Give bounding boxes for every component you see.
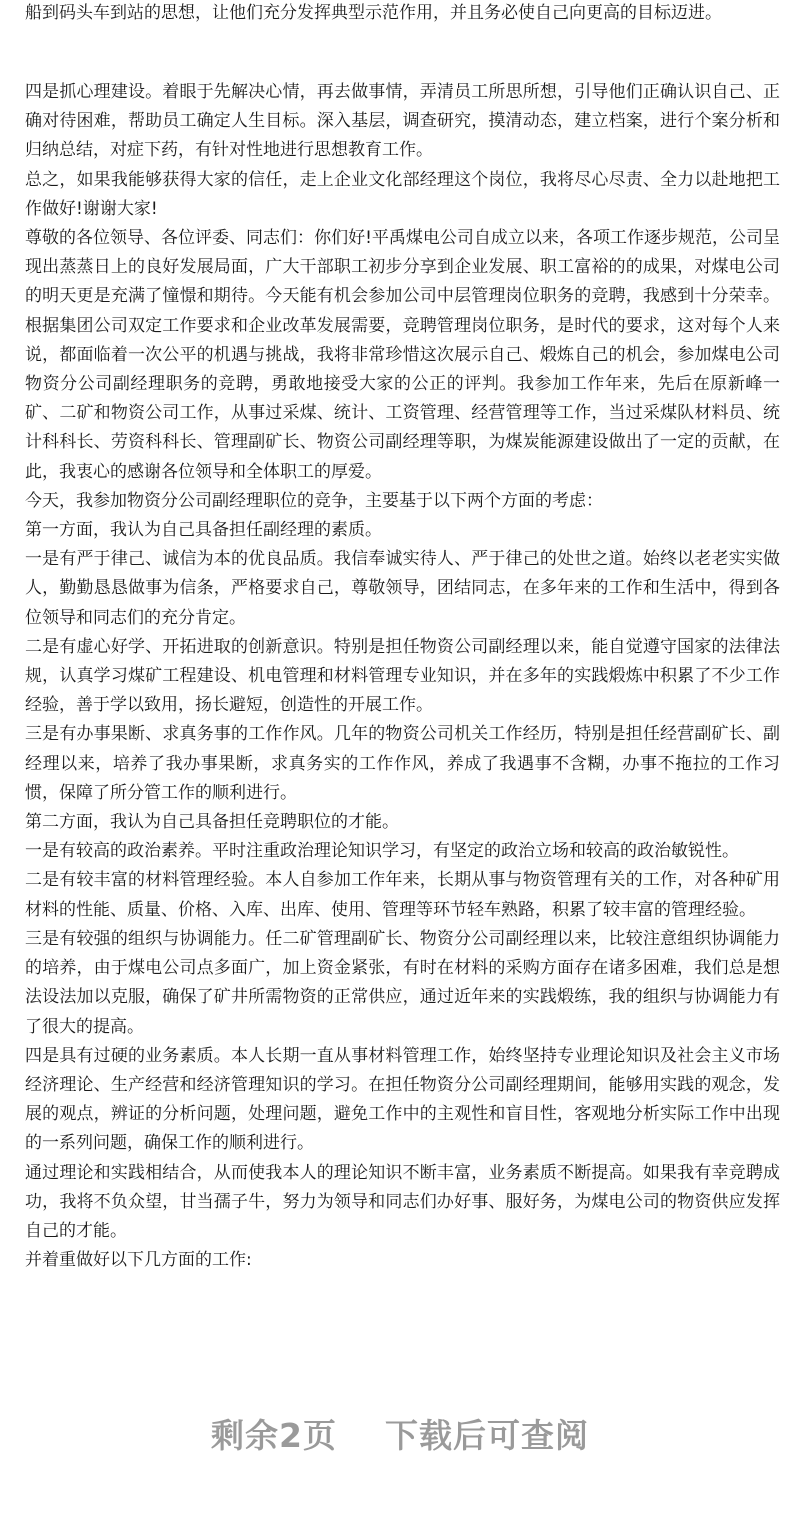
download-to-view-label: 下载后可查阅	[384, 1416, 589, 1455]
paragraph-work-plan: 并着重做好以下几方面的工作:	[25, 1250, 252, 1271]
continued-line: 船到码头车到站的思想，让他们充分发挥典型示范作用，并且务必使自己向更高的目标迈进。	[25, 3, 722, 23]
download-prompt[interactable]	[0, 1410, 800, 1457]
document-body	[25, 78, 780, 1275]
paragraph-psychology: 四是抓心理建设。着眼于先解决心情，再去做事情，弄清员工所思所想，引导他们正确认识自己、正确对待困难，帮助员工确定人生目标。深入基层，调查研究，摸清动态，建立档案，进行个案分析和归纳总结，对症下药，有针对性地进行思想教育工作。	[25, 82, 780, 161]
paragraph-speech-intro: 尊敬的各位领导、各位评委、同志们：你们好!平禹煤电公司自成立以来，各项工作逐步规范，公司呈现出蒸蒸日上的良好发展局面，广大干部职工初步分享到企业发展、职工富裕的的成果，对煤电公司的明天更是充满了憧憬和期待。今天能有机会参加公司中层管理岗位职务的竞聘，我感到十分荣幸。根据集团公司双定工作要求和企业改革发展需要，竞聘管理岗位职务，是时代的要求，这对每个人来说，都面临着一次公平的机遇与挑战，我将非常珍惜这次展示自己、煅炼自己的机会，参加煤电公司物资分公司副经理职务的竞聘，勇敢地接受大家的公正的评判。我参加工作年来，先后在原新峰一矿、二矿和物资公司工作，从事过采煤、统计、工资管理、经营管理等工作，当过采煤队材料员、统计科科长、劳资科科长、管理副矿长、物资公司副经理等职，为煤炭能源建设做出了一定的贡献，在此，我衷心的感谢各位领导和全体职工的厚爱。	[25, 228, 780, 482]
paragraph-quality-one: 一是有严于律己、诚信为本的优良品质。我信奉诚实待人、严于律己的处世之道。始终以老老实实做人，勤勤恳恳做事为信条，严格要求自己，尊敬领导，团结同志，在多年来的工作和生活中，得到各位领导和同志们的充分肯定。	[25, 549, 780, 628]
paragraph-ability-two: 二是有较丰富的材料管理经验。本人自参加工作年来，长期从事与物资管理有关的工作，对各种矿用材料的性能、质量、价格、入库、出库、使用、管理等环节轻车熟路，积累了较丰富的管理经验。	[25, 870, 780, 920]
paragraph-aspect-one: 第一方面，我认为自己具备担任副经理的素质。	[25, 520, 382, 541]
paragraph-quality-two: 二是有虚心好学、开拓进取的创新意识。特别是担任物资公司副经理以来，能自觉遵守国家的法律法规，认真学习煤矿工程建设、机电管理和材料管理专业知识，并在多年的实践煅炼中积累了不少工作经验，善于学以致用，扬长避短，创造性的开展工作。	[25, 636, 780, 716]
paragraph-ability-one: 一是有较高的政治素养。平时注重政治理论知识学习，有坚定的政治立场和较高的政治敏锐性。	[25, 841, 739, 862]
remaining-pages-label: 剩余2页	[211, 1416, 337, 1455]
paragraph-aspect-two: 第二方面，我认为自己具备担任竞聘职位的才能。	[25, 812, 399, 833]
paragraph-ability-four: 四是具有过硬的业务素质。本人长期一直从事材料管理工作，始终坚持专业理论知识及社会主义市场经济理论、生产经营和经济管理知识的学习。在担任物资分公司副经理期间，能够用实践的观念，发展的观点，辨证的分析问题，处理问题，避免工作中的主观性和盲目性，客观地分析实际工作中出现的一系列问题，确保工作的顺利进行。	[25, 1045, 780, 1154]
paragraph-quality-three: 三是有办事果断、求真务事的工作作风。几年的物资公司机关工作经历，特别是担任经营副矿长、副经理以来，培养了我办事果断，求真务实的工作作风，养成了我遇事不含糊，办事不拖拉的工作习惯，保障了所分管工作的顺利进行。	[25, 724, 780, 803]
paragraph-summary: 通过理论和实践相结合，从而使我本人的理论知识不断丰富，业务素质不断提高。如果我有幸竞聘成功，我将不负众望，甘当孺子牛，努力为领导和同志们办好事、服好务，为煤电公司的物资供应发挥自己的才能。	[25, 1162, 780, 1241]
paragraph-ability-three: 三是有较强的组织与协调能力。任二矿管理副矿长、物资分公司副经理以来，比较注意组织协调能力的培养，由于煤电公司点多面广，加上资金紧张，有时在材料的采购方面存在诸多困难，我们总是想法设法加以克服，确保了矿井所需物资的正常供应，通过近年来的实践煅练，我的组织与协调能力有了很大的提高。	[25, 928, 780, 1037]
paragraph-reasons: 今天，我参加物资分公司副经理职位的竞争，主要基于以下两个方面的考虑：	[25, 490, 603, 511]
paragraph-conclusion: 总之，如果我能够获得大家的信任，走上企业文化部经理这个岗位，我将尽心尽责、全力以赴地把工作做好!谢谢大家!	[25, 169, 780, 219]
